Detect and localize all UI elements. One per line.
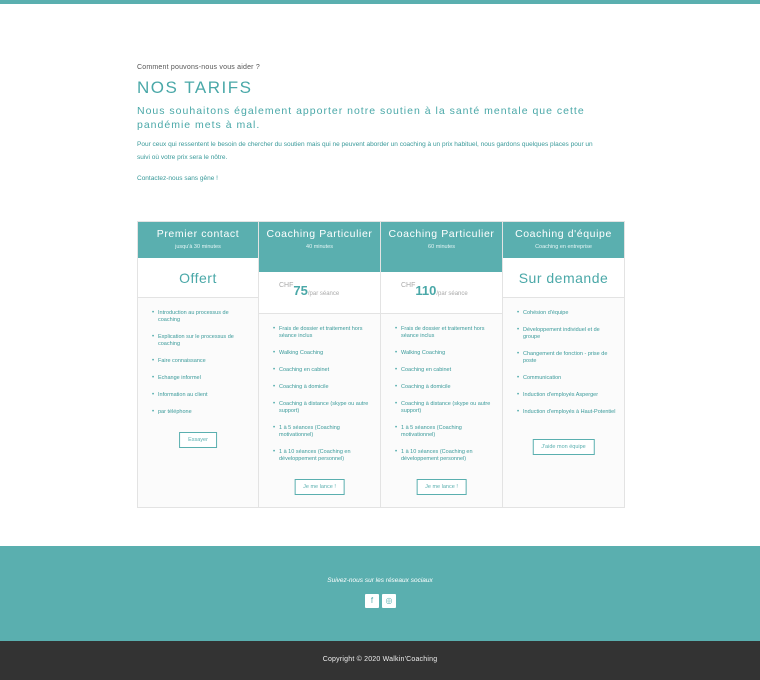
- price-amount: 75: [293, 283, 308, 298]
- feature-item: • 1 à 5 séances (Coaching motivationnel): [273, 425, 372, 439]
- feature-item: • Changement de fonction - prise de poste: [517, 351, 616, 365]
- plan-premier-contact: [137, 221, 259, 508]
- feature-item: • Frais de dossier et traitement hors séance inclus: [273, 326, 372, 340]
- plan-duration: jusqu'à 30 minutes: [175, 244, 221, 250]
- feature-item: • Coaching en cabinet: [395, 367, 494, 374]
- feature-item: • par téléphone: [152, 409, 250, 416]
- intro-section: [137, 64, 627, 182]
- plan-name: Coaching Particulier: [266, 228, 373, 240]
- start-button[interactable]: Je me lance !: [294, 479, 345, 495]
- plan-header: [503, 222, 624, 258]
- plan-duration: 60 minutes: [428, 244, 455, 250]
- plan-price: Offert: [138, 258, 258, 298]
- plan-price: Sur demande: [503, 258, 624, 298]
- plan-features: [259, 314, 380, 463]
- start-button[interactable]: Je me lance !: [416, 479, 467, 495]
- price-currency: CHF: [279, 282, 294, 289]
- plan-features: [381, 314, 502, 463]
- feature-item: • 1 à 10 séances (Coaching en développement personnel): [273, 449, 372, 463]
- plan-price: [259, 272, 380, 314]
- price-amount: 110: [415, 283, 437, 298]
- plan-price: [381, 272, 502, 314]
- feature-item: • Coaching à distance (skype ou autre support): [273, 401, 372, 415]
- try-button[interactable]: Essayer: [179, 432, 217, 448]
- pricing-table: [137, 221, 625, 508]
- feature-item: • Explication sur le processus de coaching: [152, 334, 250, 348]
- plan-name: Coaching d'équipe: [515, 228, 612, 240]
- price-unit: /par séance: [436, 291, 468, 297]
- page-title: NOS TARIFS: [137, 78, 253, 97]
- feature-item: • Coaching à distance (skype ou autre support): [395, 401, 494, 415]
- intro-description: Pour ceux qui ressentent le besoin de chercher du soutien mais qui ne peuvent aborder un coaching à un prix habituel, nous gardons quelques places pour un suivi où votre prix sera le nôtre.: [137, 141, 593, 161]
- feature-item: • Induction d'employés Asperger: [517, 392, 616, 399]
- plan-name: Coaching Particulier: [388, 228, 495, 240]
- plan-coaching-60: [381, 221, 503, 508]
- feature-item: • Frais de dossier et traitement hors séance inclus: [395, 326, 494, 340]
- feature-item: • 1 à 5 séances (Coaching motivationnel): [395, 425, 494, 439]
- plan-features: [138, 298, 258, 416]
- feature-item: • Walking Coaching: [273, 350, 372, 357]
- instagram-icon[interactable]: ◎: [382, 594, 396, 608]
- plan-coaching-40: [259, 221, 381, 508]
- plan-features: [503, 298, 624, 416]
- feature-item: • Coaching en cabinet: [273, 367, 372, 374]
- plan-name: Premier contact: [156, 228, 240, 240]
- feature-item: • Développement individuel et de groupe: [517, 327, 616, 341]
- feature-item: • Coaching à domicile: [273, 384, 372, 391]
- plan-duration: 40 minutes: [306, 244, 333, 250]
- plan-coaching-equipe: [503, 221, 625, 508]
- feature-item: • Communication: [517, 375, 616, 382]
- feature-item: • Coaching à domicile: [395, 384, 494, 391]
- follow-text: Suivez-nous sur les réseaux sociaux: [327, 577, 433, 584]
- copyright-text: Copyright © 2020 Walkin'Coaching: [322, 656, 438, 663]
- feature-item: • Walking Coaching: [395, 350, 494, 357]
- feature-item: • Faire connaissance: [152, 358, 250, 365]
- price-unit: /par séance: [307, 291, 340, 297]
- feature-item: • Cohésion d'équipe: [517, 310, 616, 317]
- top-accent-bar: [0, 0, 760, 4]
- plan-header: [259, 222, 380, 272]
- feature-item: • Information au client: [152, 392, 250, 399]
- plan-header: [138, 222, 258, 258]
- feature-item: • Induction d'employés à Haut-Potentiel: [517, 409, 616, 416]
- feature-item: • Introduction au processus de coaching: [152, 310, 250, 324]
- plan-duration: Coaching en entreprise: [535, 244, 592, 250]
- intro-subtitle: Nous souhaitons également apporter notre soutien à la santé mentale que cette pandémie mets à mal.: [137, 105, 585, 131]
- plan-header: [381, 222, 502, 272]
- help-team-button[interactable]: J'aide mon équipe: [532, 439, 594, 455]
- price-currency: CHF: [401, 282, 416, 289]
- contact-text: Contactez-nous sans gêne !: [137, 175, 218, 182]
- footer-copyright: [0, 641, 760, 680]
- facebook-icon[interactable]: f: [365, 594, 379, 608]
- intro-eyebrow: Comment pouvons-nous vous aider ?: [137, 64, 260, 71]
- feature-item: • 1 à 10 séances (Coaching en développement personnel): [395, 449, 494, 463]
- footer-social: [0, 546, 760, 641]
- feature-item: • Echange informel: [152, 375, 250, 382]
